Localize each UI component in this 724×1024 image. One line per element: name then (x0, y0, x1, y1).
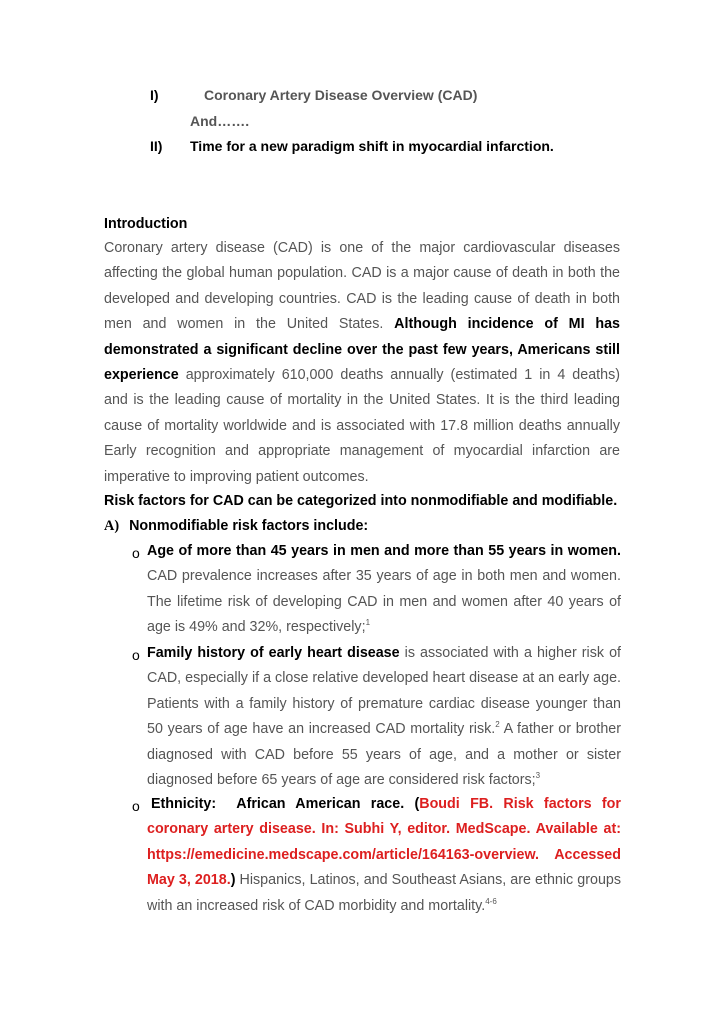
bullet-marker: o (132, 798, 140, 814)
bullet-ethnicity-label: Ethnicity: (151, 796, 217, 812)
section-heading-introduction: Introduction (104, 216, 188, 232)
title-item-2: Time for a new paradigm shift in myocardial infarction. (190, 138, 554, 154)
bullet-marker: o (132, 647, 140, 663)
citation-superscript: 3 (535, 771, 541, 781)
bullet-age-text: CAD prevalence increases after 35 years of age in both men and women. The lifetime risk of developing CAD in men and women after 40 years of age is 49% and 32%, respectively; (147, 568, 621, 636)
citation-superscript: 1 (365, 618, 371, 628)
intro-text: Coronary artery disease (CAD) is one of the major cardiovascular diseases affecting the global human population. CAD is a major cause of death in both the developed and developing countries. CAD is the leading cause of death in both men and women in the United States. (104, 240, 620, 333)
citation-superscript: 4-6 (485, 896, 497, 906)
title-item-1-number: I) (150, 87, 159, 103)
title-item-2-number: II) (150, 138, 163, 154)
bullet-family-text: is associated with a higher risk of CAD, especially if a close relative developed heart disease at an early age. Patients with a family history of premature cardiac disease younger than 50 years of age have an increased CAD mortality risk. (147, 645, 621, 738)
intro-text-continued: approximately 610,000 deaths annually (estimated 1 in 4 deaths) and is the leading cause of mortality in the United States. It is the third leading cause of mortality worldwide and is associated with 17.8 million deaths annually Early recognition and appropriate management of myocardial infarction are imperative to improving patient outcomes. (104, 367, 620, 485)
bullet-item-family-history (147, 641, 621, 793)
citation-superscript: 2 (495, 720, 500, 730)
risk-factors-line: Risk factors for CAD can be categorized into nonmodifiable and modifiable. (104, 493, 618, 509)
title-item-1: Coronary Artery Disease Overview (CAD) (204, 87, 478, 103)
bullet-family-text-continued: A father or brother diagnosed with CAD before 55 years of age, and a mother or sister diagnosed before 65 years of age are considered risk factors; (147, 721, 621, 789)
subheading-nonmodifiable (104, 516, 368, 536)
bullet-item-ethnicity (147, 792, 621, 919)
intro-paragraph (104, 236, 620, 490)
bullet-item-age (147, 539, 621, 641)
bullet-family-emphasis: Family history of early heart disease (147, 645, 400, 661)
bullet-marker: o (132, 545, 140, 561)
bullet-ethnicity-emphasis: African American race. ( (216, 796, 420, 812)
title-and: And……. (190, 113, 250, 129)
subheading-text: Nonmodifiable risk factors include: (129, 518, 369, 534)
subheading-letter: A) (104, 518, 120, 534)
intro-emphasis: Although incidence of MI has demonstrated a significant decline over the past few years, Americans still experience (104, 316, 620, 384)
bullet-ethnicity-text: Hispanics, Latinos, and Southeast Asians, are ethnic groups with an increased risk of CAD morbidity and mortality. (147, 872, 621, 914)
citation-reference-link[interactable]: Boudi FB. Risk factors for coronary artery disease. In: Subhi Y, editor. MedScape. Available at: https://emedicine.medscape.com/article/164163-overview. Accessed May 3, 2018. (147, 796, 621, 889)
bullet-ethnicity-close: ) (230, 872, 236, 889)
bullet-age-emphasis: Age of more than 45 years in men and more than 55 years in women. (147, 543, 621, 559)
